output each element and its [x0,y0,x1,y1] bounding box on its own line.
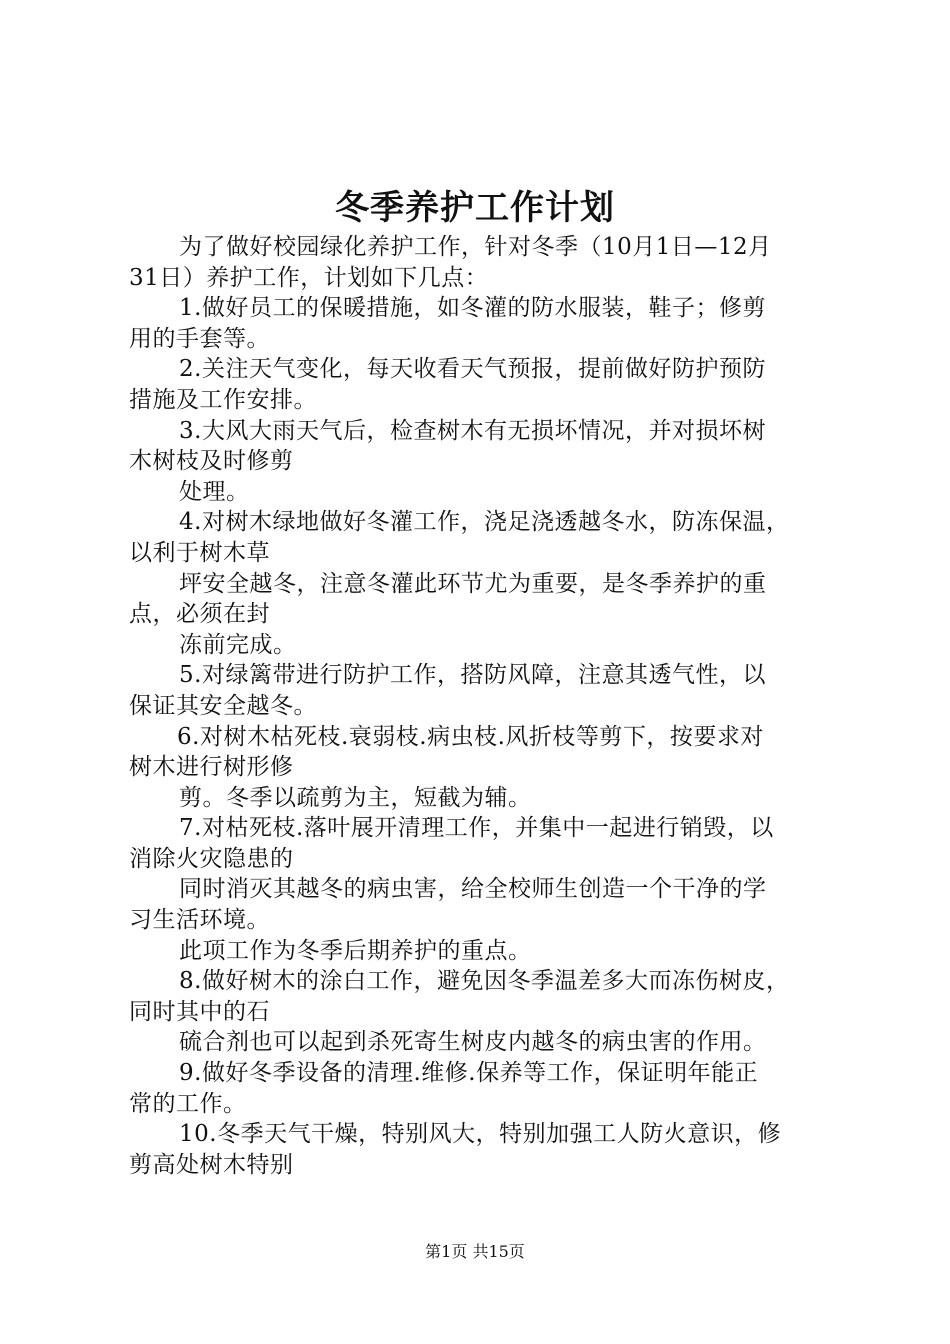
text-line: 硫合剂也可以起到杀死寄生树皮内越冬的病虫害的作用。 [179,1029,767,1056]
page-footer: 第1页 共15页 [425,1242,525,1261]
text-line: 7.对枯死枝.落叶展开清理工作，并集中一起进行销毁，以 [179,815,774,842]
text-line: 1.做好员工的保暖措施，如冬灌的防水服装，鞋子；修剪 [179,295,766,322]
text-line: 此项工作为冬季后期养护的重点。 [179,937,532,964]
text-line: 9.做好冬季设备的清理.维修.保养等工作，保证明年能正 [179,1060,759,1087]
text-line: 5.对绿篱带进行防护工作，搭防风障，注意其透气性，以 [179,662,766,689]
text-line: 2.关注天气变化，每天收看天气预报，提前做好防护预防 [179,356,766,383]
text-line: 处理。 [179,478,250,505]
text-line: 3.大风大雨天气后，检查树木有无损坏情况，并对损坏树 [179,417,766,444]
text-line: 冻前完成。 [179,631,297,658]
text-line: 用的手套等。 [129,325,270,352]
text-line: 消除火灾隐患的 [129,845,294,872]
text-line: 习生活环境。 [129,907,270,934]
text-line: 同时其中的石 [129,998,270,1025]
text-line: 措施及工作安排。 [129,386,317,413]
text-line: 同时消灭其越冬的病虫害，给全校师生创造一个干净的学 [179,876,767,903]
text-line: 树木进行树形修 [129,754,294,781]
text-line: 剪。冬季以疏剪为主，短截为辅。 [179,784,532,811]
text-line: 为了做好校园绿化养护工作，针对冬季（10月1日—12月 [179,234,772,260]
text-line: 剪高处树木特别 [129,1151,294,1178]
text-line: 保证其安全越冬。 [129,692,317,719]
text-line: 坪安全越冬，注意冬灌此环节尤为重要，是冬季养护的重 [179,570,767,597]
text-line: 10.冬季天气干燥，特别风大，特别加强工人防火意识，修 [179,1121,782,1148]
text-line: 常的工作。 [129,1090,247,1117]
text-line: 以利于树木草 [129,539,270,566]
text-line: 31日）养护工作，计划如下几点： [129,264,489,291]
page-title: 冬季养护工作计划 [335,188,615,228]
document-body [129,232,849,1180]
text-line: 木树枝及时修剪 [129,448,294,475]
text-line: 点，必须在封 [129,601,270,628]
text-line: 8.做好树木的涂白工作，避免因冬季温差多大而冻伤树皮， [179,968,790,995]
text-line: 6.对树木枯死枝.衰弱枝.病虫枝.风折枝等剪下，按要求对 [177,723,764,750]
text-line: 4.对树木绿地做好冬灌工作，浇足浇透越冬水，防冻保温， [179,509,790,536]
